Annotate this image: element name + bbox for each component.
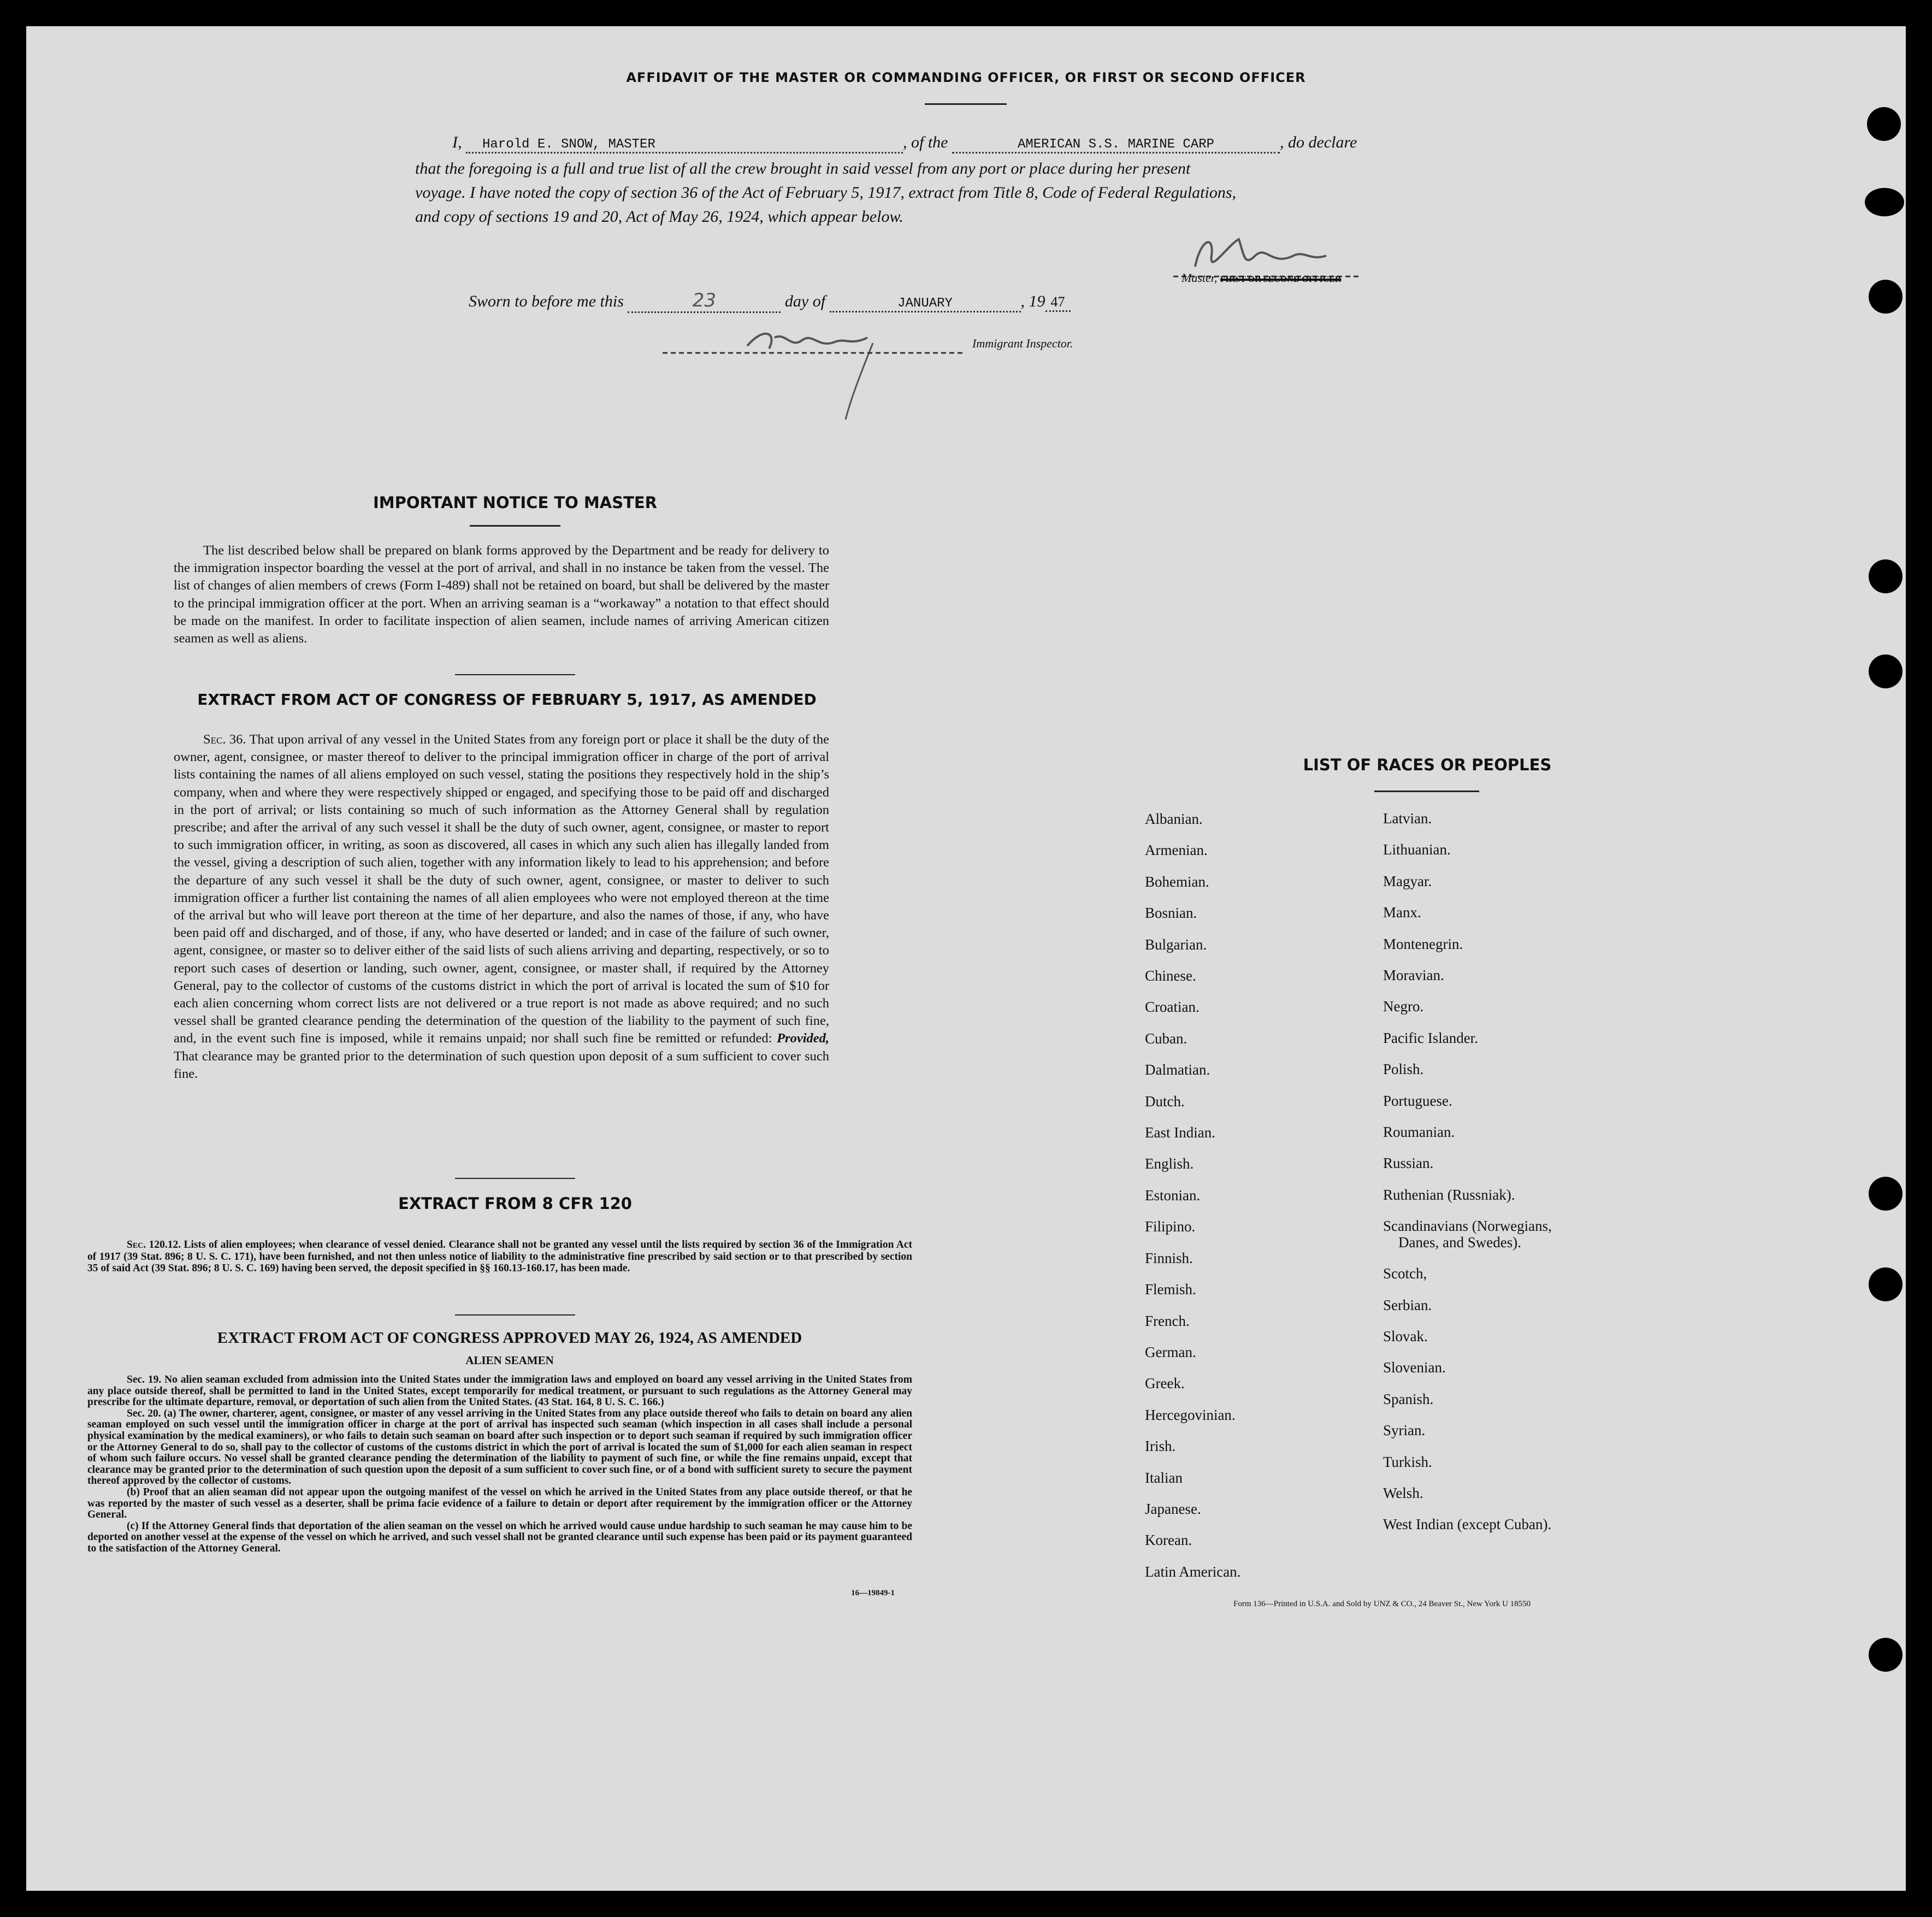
race-item: Bosnian. [1145, 905, 1197, 922]
race-item: Roumanian. [1383, 1124, 1455, 1141]
race-item: Polish. [1383, 1061, 1424, 1078]
race-item: French. [1145, 1312, 1190, 1329]
notice-body: The list described below shall be prepared on blank forms approved by the Department and be ready for delivery to the immigration inspector boarding the vessel at the port of arrival, and shall in no instance be taken from the vessel. The list of changes of alien members of crews (Form I-489) shall not be retained on board, but shall be delivered by the master to the principal immigration officer at the port. When an arriving seaman is a “workaway” a notation to that effect should be made on the manifest. In order to facilitate inspection of alien seamen, include names of arriving American citizen seamen as well as aliens. [174, 543, 829, 646]
extract-1917-body [174, 731, 829, 1083]
race-item: Russian. [1383, 1155, 1434, 1172]
race-item: Serbian. [1383, 1296, 1432, 1313]
affidavit-line-4: and copy of sections 19 and 20, Act of May 26, 1924, which appear below. [415, 208, 903, 226]
punch-hole [1865, 188, 1904, 216]
sworn-prefix: Sworn to before me this [469, 292, 624, 310]
races-title: LIST OF RACES OR PEOPLES [1303, 756, 1552, 774]
extract-1924-body [87, 1375, 912, 1555]
sec-20b-text: (b) Proof that an alien seaman did not appear upon the outgoing manifest of the vessel on which he arrived in the United States from any place outside thereof, or that he was reported by the master of such vessel as a deserter, shall be prima facie evidence of a failure to detain or deport after requirement by the immigration officer or the Attorney General. [87, 1486, 912, 1521]
affidavit-line-3: voyage. I have noted the copy of section 36 of the Act of February 5, 1917, extract from Title 8, Code of Federal Regulations, [415, 184, 1237, 202]
race-item: Scandinavians (Norwegians, [1383, 1218, 1552, 1235]
provided-text: That clearance may be granted prior to the determination of such question upon deposit of a sum sufficient to cover such fine. [174, 1048, 829, 1081]
race-item: Hercegovinian. [1145, 1406, 1236, 1423]
race-item: Slovenian. [1383, 1359, 1446, 1376]
extract-1917-title: EXTRACT FROM ACT OF CONGRESS OF FEBRUARY 5, 1917, AS AMENDED [197, 691, 817, 709]
race-item: Welsh. [1383, 1484, 1423, 1501]
inspector-signature [638, 316, 977, 425]
extract-1924-subtitle: ALIEN SEAMEN [465, 1354, 554, 1367]
race-item: West Indian (except Cuban). [1383, 1516, 1552, 1533]
race-item: Italian [1145, 1469, 1183, 1486]
notice-title: IMPORTANT NOTICE TO MASTER [373, 493, 658, 512]
print-code: 16—19849-1 [851, 1589, 895, 1597]
race-item: Bulgarian. [1145, 936, 1207, 953]
punch-hole [1869, 1177, 1903, 1211]
affidavit-line-1 [452, 133, 1490, 154]
signature-struck-text: FIRST OR SECOND OFFICER [1220, 275, 1342, 284]
race-item: Spanish. [1383, 1390, 1434, 1407]
race-item: Dalmatian. [1145, 1061, 1210, 1078]
punch-hole [1869, 559, 1903, 593]
race-item: Finnish. [1145, 1249, 1193, 1266]
races-title-rule [1374, 791, 1479, 792]
affidavit-do-declare: , do declare [1280, 133, 1357, 151]
sworn-line [469, 290, 1071, 313]
race-item: Albanian. [1145, 811, 1203, 827]
punch-hole [1867, 107, 1901, 141]
affidavit-i: I, [452, 133, 462, 151]
race-item: Manx. [1383, 904, 1421, 921]
affidavit-vessel-field: AMERICAN S.S. MARINE CARP [952, 137, 1280, 154]
affidavit-title: AFFIDAVIT OF THE MASTER OR COMMANDING OFFICER, OR FIRST OR SECOND OFFICER [626, 70, 1306, 85]
race-item: Moravian. [1383, 967, 1444, 984]
sec-20a-text: Sec. 20. (a) The owner, charterer, agent, consignee, or master of any vessel arriving in the United States from any place outside thereof who fails to detain on board any alien seaman employed on such vessel until the immigration officer in charge at the port of arrival has inspected such seaman (which inspection in all cases shall include a personal physical examination by the medical examiners), or who fails to detain such seaman on board after such inspection or to deport such seaman if required by such immigration officer or the Attorney General to do so, shall pay to the collector of customs of the customs district in which the port of arrival is located the sum of $1,000 for each alien seaman in respect of whom such failure occurs. No vessel shall be granted clearance pending the determination of the liability to payment of such fine, or while the fine remains unpaid, except that clearance may be granted prior to the determination of such question upon the deposit of a sum sufficient to cover such fine, or of a bond with sufficient surety to secure the payment thereof approved by the collector of customs. [87, 1407, 912, 1487]
race-item: English. [1145, 1155, 1194, 1172]
race-item: Bohemian. [1145, 873, 1209, 890]
race-item: Scotch, [1383, 1265, 1427, 1282]
sworn-year-field: 47 [1045, 294, 1071, 312]
sec-120-12-label: Sec. 120.12. [127, 1239, 181, 1251]
race-item: Magyar. [1383, 872, 1432, 889]
sec-20c-text: (c) If the Attorney General finds that deportation of the alien seaman on the vessel on which he arrived would cause undue hardship to such seaman he may cause him to be deported on another vessel at the expense of the vessel on which he arrived, and such vessel shall not be granted clearance until such expense has been paid or its payment guaranteed to the satisfaction of the Attorney General. [87, 1520, 912, 1554]
extract-1924-title: EXTRACT FROM ACT OF CONGRESS APPROVED MAY 26, 1924, AS AMENDED [217, 1329, 802, 1347]
affidavit-of-the: , of the [903, 133, 948, 151]
races-column-1 [1145, 804, 1240, 1588]
race-item: Negro. [1383, 998, 1424, 1015]
race-item: Flemish. [1145, 1281, 1196, 1298]
race-item: Latin American. [1145, 1563, 1241, 1580]
document-page [26, 26, 1906, 1891]
extract-1924-separator [455, 1314, 575, 1316]
sworn-day-of: day of [784, 292, 826, 310]
race-item: Pacific Islander. [1383, 1029, 1478, 1046]
affidavit-title-rule [925, 103, 1007, 105]
race-item: Montenegrin. [1383, 935, 1463, 952]
race-item: Irish. [1145, 1438, 1176, 1455]
punch-hole [1869, 1638, 1903, 1672]
punch-hole [1869, 280, 1903, 314]
race-item: Lithuanian. [1383, 841, 1451, 858]
affidavit-line-2: that the foregoing is a full and true list of all the crew brought in said vessel from any port or place during her present [415, 160, 1191, 178]
race-item: Japanese. [1145, 1500, 1201, 1517]
cfr-body [87, 1239, 912, 1275]
race-item: German. [1145, 1343, 1196, 1360]
race-item: Portuguese. [1383, 1092, 1452, 1109]
signature-title: Master, [1181, 271, 1218, 285]
race-item: Filipino. [1145, 1218, 1196, 1235]
race-item: Korean. [1145, 1532, 1192, 1549]
punch-hole [1869, 1267, 1903, 1301]
inspector-label: Immigrant Inspector. [972, 337, 1073, 350]
sworn-day-field: 23 [628, 290, 781, 313]
race-item: Danes, and Swedes). [1398, 1234, 1521, 1251]
punch-hole [1869, 654, 1903, 688]
race-item: Latvian. [1383, 810, 1432, 827]
race-item: Chinese. [1145, 968, 1196, 984]
race-item: Dutch. [1145, 1093, 1185, 1110]
race-item: Slovak. [1383, 1328, 1428, 1344]
cfr-title: EXTRACT FROM 8 CFR 120 [398, 1194, 632, 1213]
cfr-separator-top [455, 1178, 575, 1179]
sec-36-label: Sec. 36. [203, 732, 246, 747]
race-item: East Indian. [1145, 1124, 1215, 1141]
sec-36-text: That upon arrival of any vessel in the United States from any foreign port or place it shall be the duty of the owner, agent, consignee, or master thereof to deliver to the principal immigration officer in charge of the port of arrival lists containing the names of all aliens employed on such vessel, stating the positions they respectively hold in the ship’s company, when and where they were respectively shipped or engaged, and specifying those to be paid off and discharged in the port of arrival; or lists containing so much of such information as the Attorney General shall by regulation prescribe; and after the arrival of any such vessel it shall be the duty of such owner, agent, consignee, or master to report to such immigration officer, in writing, as soon as discovered, all cases in which any such alien has illegally landed from the vessel, giving a description of such alien, together with any information likely to lead to his apprehension; and before the departure of any such vessel it shall be the duty of such owner, agent, consignee, or master to deliver to such immigration officer a further list containing the names of all alien employees who were not employed thereon at the time of the arrival but who will leave port thereon at the time of her departure, and also the names of those, if any, who have been paid off and discharged, and of those, if any, who have deserted or landed; and in case of the failure of such owner, agent, consignee, or master so to deliver either of the said lists of such aliens arriving and departing, respectively, or so to report such cases of desertion or landing, such owner, agent, consignee, or master shall, if required by the Attorney General, pay to the collector of customs of the customs district in which the port of arrival is located the sum of $10 for each alien concerning whom correct lists are not delivered or a true report is not made as above required; and no such vessel shall be granted clearance pending the determination of the question of the liability to the payment of such fine, and, in the event such fine is imposed, while it remains unpaid; nor shall such fine be remitted or refunded: [174, 732, 829, 1046]
signature-caption [1181, 271, 1341, 285]
form-footer: Form 136—Printed in U.S.A. and Sold by UNZ & CO., 24 Beaver St., New York U 18550 [1233, 1600, 1531, 1608]
races-column-2 [1383, 803, 1552, 1541]
race-item: Armenian. [1145, 842, 1208, 859]
sworn-month-field: JANUARY [830, 296, 1021, 312]
race-item: Syrian. [1383, 1422, 1426, 1439]
sec-19-text: Sec. 19. No alien seaman excluded from admission into the United States under the immigration laws and employed on board any vessel arriving in the United States from any place outside thereof, shall be permitted to land in the United States, except temporarily for medical treatment, or pursuant to such regulations as the Attorney General may prescribe for the ultimate departure, removal, or deportation of such alien from the United States. (43 Stat. 164, 8 U. S. C. 166.) [87, 1374, 912, 1408]
race-item: Cuban. [1145, 1030, 1187, 1047]
race-item: Ruthenian (Russniak). [1383, 1186, 1515, 1203]
race-item: Estonian. [1145, 1187, 1201, 1204]
provided-label: Provided, [777, 1031, 830, 1046]
sec-120-12-text: Lists of alien employees; when clearance of vessel denied. Clearance shall not be granted any vessel until the lists required by section 36 of the Immigration Act of 1917 (39 Stat. 896; 8 U. S. C. 171), have been furnished, and not then unless notice of liability to the administrative fine prescribed by said section or to that prescribed by section 35 of said Act (39 Stat. 896; 8 U. S. C. 169) having been served, the deposit specified in §§ 160.13-160.17, has been made. [87, 1239, 913, 1274]
race-item: Turkish. [1383, 1453, 1432, 1470]
race-item: Croatian. [1145, 999, 1200, 1016]
affidavit-name-field: Harold E. SNOW, MASTER [466, 137, 903, 154]
sworn-year-prefix: , 19 [1020, 292, 1045, 310]
notice-separator [455, 674, 575, 675]
notice-title-rule [470, 525, 560, 527]
race-item: Greek. [1145, 1375, 1185, 1392]
